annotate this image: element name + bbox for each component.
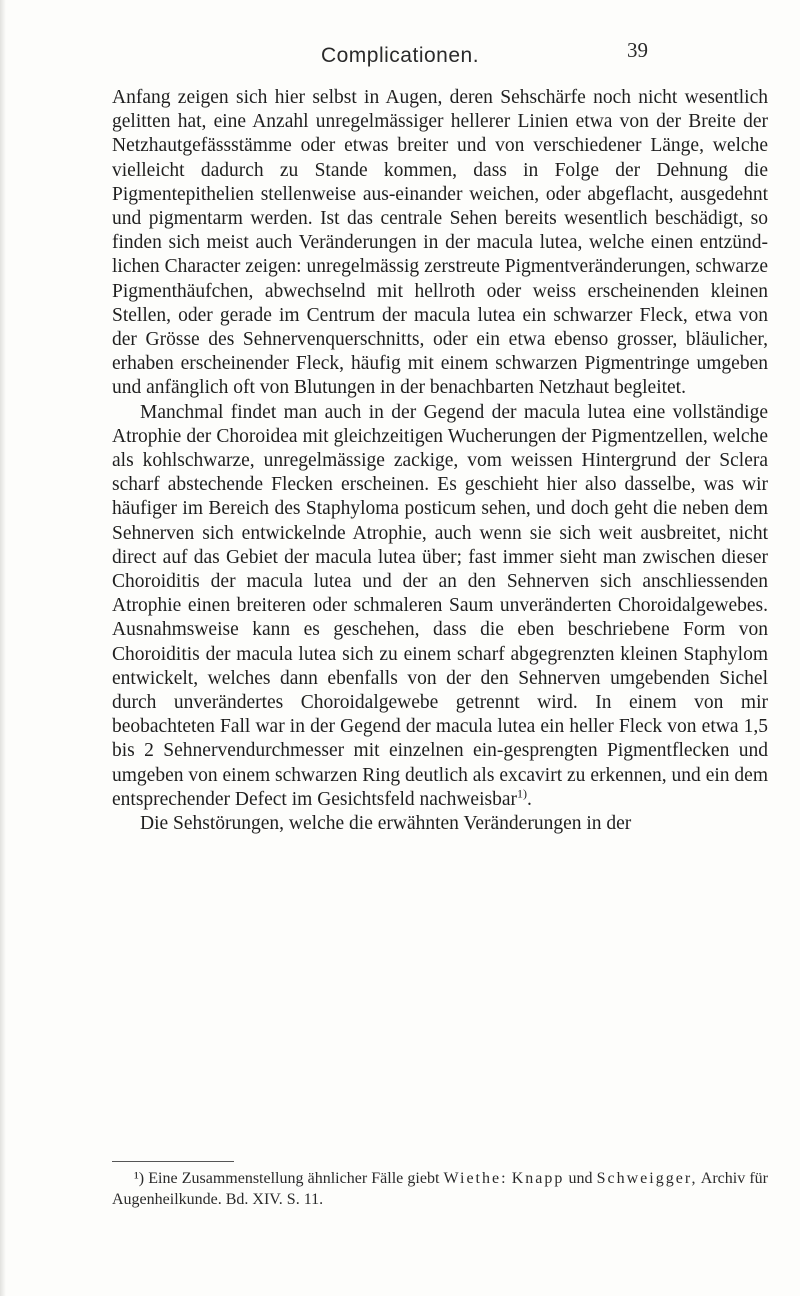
body-text — [112, 86, 768, 836]
footnote — [112, 1168, 768, 1210]
footnote-marker: ¹) — [134, 1170, 145, 1187]
paragraph-1: Anfang zeigen sich hier selbst in Augen, deren Sehschärfe noch nicht wesentlich gelitten hat, eine Anzahl unregelmässiger hellerer Linien etwa von der Breite der Netzhautgefässstämme oder etwas breiter und von verschiedener Länge, welche vielleicht dadurch zu Stande kommen, dass in Folge der Dehnung die Pigmentepithelien stellenweise aus-einander weichen, oder abgeflacht, ausgedehnt und pigmentarm werden. Ist das centrale Sehen bereits wesentlich beschädigt, so finden sich meist auch Veränderungen in der macula lutea, welche einen entzünd-lichen Character zeigen: unregelmässig zerstreute Pigmentveränderungen, schwarze Pigmenthäufchen, abwechselnd mit hellroth oder weiss erscheinenden kleinen Stellen, oder gerade im Centrum der macula lutea ein schwarzer Fleck, etwa von der Grösse des Sehnervenquerschnitts, oder ein etwa ebenso grosser, bläulicher, erhaben erscheinender Fleck, häufig mit einem schwarzen Pigmentringe umgeben und anfänglich oft von Blutungen in der benachbarten Netzhaut begleitet. — [112, 87, 768, 399]
page-number: 39 — [627, 38, 648, 62]
footnote-citation: Archiv für Augenheilkunde. Bd. XIV. S. 11. — [112, 1170, 769, 1208]
footnote-lead: Eine Zusammenstellung ähnlicher Fälle giebt — [148, 1170, 440, 1187]
page-edge-shadow — [0, 0, 6, 1296]
footnote-author-knapp: Knapp — [511, 1170, 565, 1187]
paragraph-2: Manchmal findet man auch in der Gegend der macula lutea eine vollständige Atrophie der Choroidea mit gleichzeitigen Wucherungen der Pigmentzellen, welche als kohlschwarze, unregelmässige zackige, vom weissen Hintergrund der Sclera scharf abstechende Flecken erscheinen. Es geschieht hier also dasselbe, was wir häufiger im Bereich des Staphyloma posticum sehen, und doch geht die neben dem Sehnerven sich entwickelnde Atrophie, auch wenn sie sich weit ausbreitet, nicht direct auf das Gebiet der macula lutea über; fast immer sieht man zwischen dieser Choroiditis der macula lutea und der an den Sehnerven sich anschliessenden Atrophie einen breiteren oder schmaleren Saum unveränderten Choroidalgewebes. Ausnahmsweise kann es geschehen, dass die eben beschriebene Form von Choroiditis der macula lutea sich zu einem scharf abgegrenzten kleinen Staphylom entwickelt, welches dann ebenfalls von der den Sehnerven umgebenden Sichel durch unverändertes Choroidalgewebe getrennt wird. In einem von mir beobachteten Fall war in der Gegend der macula lutea ein heller Fleck von etwa 1,5 bis 2 Sehnervendurchmesser mit einzelnen ein-gesprengten Pigmentflecken und umgeben von einem schwarzen Ring deutlich als excavirt zu erkennen, und ein dem entsprechender Defect im Gesichtsfeld nachweisbar$^{1)}$. — [112, 401, 768, 810]
running-head: Complicationen. — [320, 44, 480, 67]
paragraph-2-text: Manchmal findet man auch in der Gegend der macula lutea eine vollständige Atrophie der Choroidea mit gleichzeitigen Wucherungen der Pigmentzellen, welche als kohlschwarze, unregelmässige zackige, vom weissen Hintergrund der Sclera scharf abstechende Flecken erscheinen. Es geschieht hier also dasselbe, was wir häufiger im Bereich des Staphyloma posticum sehen, und doch geht die neben dem Sehnerven sich entwickelnde Atrophie, auch wenn sie sich weit ausbreitet, nicht direct auf das Gebiet der macula lutea über; fast immer sieht man zwischen dieser Choroiditis der macula lutea und der an den Sehnerven sich anschliessenden Atrophie einen breiteren oder schmaleren Saum unveränderten Choroidalgewebes. Ausnahmsweise kann es geschehen, dass die eben beschriebene Form von Choroiditis der macula lutea sich zu einem scharf abgegrenzten kleinen Staphylom entwickelt, welches dann ebenfalls von der den Sehnerven umgebenden Sichel durch unverändertes Choroidalgewebe getrennt wird. In einem von mir beobachteten Fall war in der Gegend der macula lutea ein heller Fleck von etwa 1,5 bis 2 Sehnervendurchmesser mit einzelnen ein-gesprengten Pigmentflecken und umgeben von einem schwarzen Ring deutlich als excavirt zu erkennen, und ein dem entsprechender Defect im Gesichtsfeld nachweisbar — [112, 401, 768, 810]
footnote-divider — [112, 1161, 234, 1162]
paragraph-3: Die Sehstörungen, welche die erwähnten Veränderungen in der — [140, 813, 632, 835]
footnote-author-schweigger: Schweigger, — [596, 1170, 698, 1187]
footnote-conjunction: und — [568, 1170, 593, 1187]
footnote-author-wiethe: Wiethe: — [443, 1170, 508, 1187]
page-header — [0, 38, 800, 78]
footnote-reference: 1) — [517, 786, 527, 801]
